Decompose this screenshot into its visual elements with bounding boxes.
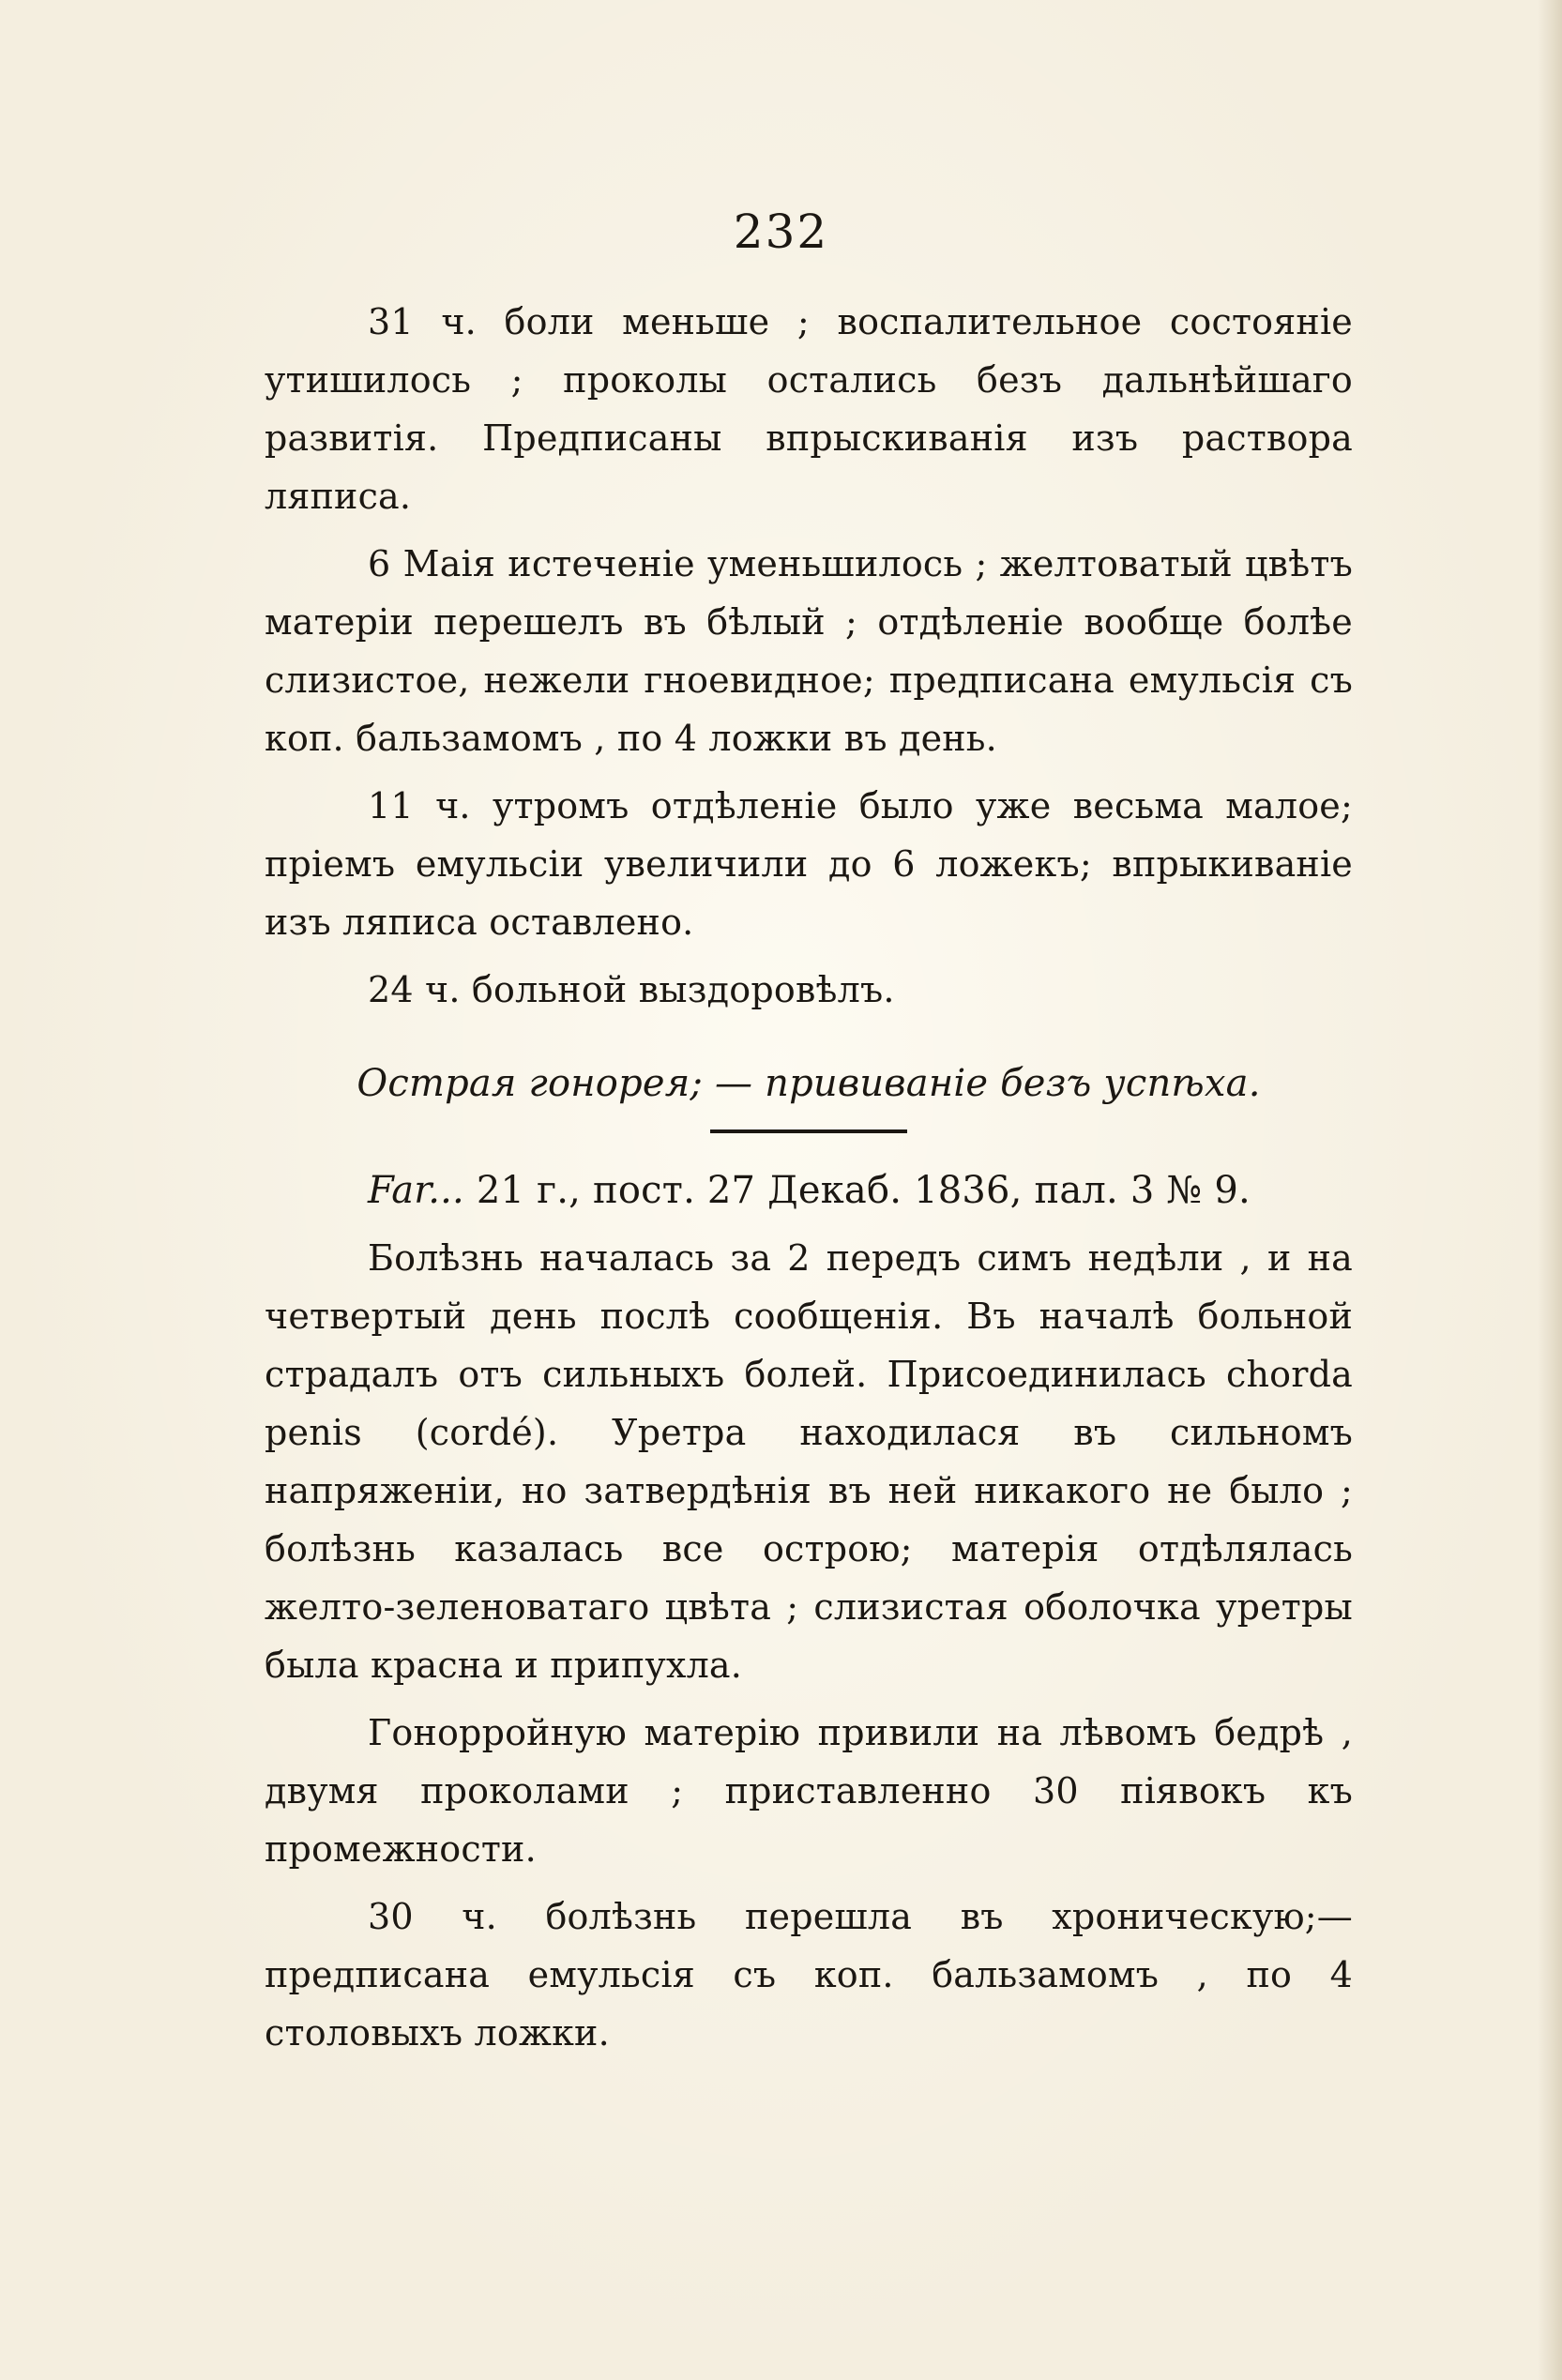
page-number: 232 xyxy=(733,205,829,259)
paragraph-day-11: 11 ч. утромъ отдѣленіе было уже весьма малое; пріемъ емульсіи увеличили до 6 ложекъ; впрыкиваніе изъ ляписа оставлено. xyxy=(265,785,1353,943)
case-header xyxy=(265,1161,1353,1220)
page-text-block xyxy=(265,293,1353,2071)
paragraph-day-31: 31 ч. боли меньше ; воспалительное состояніе утишилось ; проколы остались безъ дальнѣйшаго развитія. Предписаны впрыскиванія изъ раствора ляписа. xyxy=(265,301,1353,517)
paragraph-case-history: Болѣзнь началась за 2 передъ симъ недѣли , и на четвертый день послѣ сообщенія. Въ началѣ больной страдалъ отъ сильныхъ болей. Присоединилась chorda penis (cordé). Уретра находилася въ сильномъ напряженіи, но затвердѣнія въ ней никакого не было ; болѣзнь казалась все острою; матерія отдѣлялась желто-зеленоватаго цвѣта ; слизистая оболочка уретры была красна и припухла. xyxy=(265,1237,1353,1686)
case-patient-name: Far... xyxy=(368,1169,464,1212)
page-edge-shadow xyxy=(1538,0,1562,2380)
paragraph-may-6: 6 Маія истеченіе уменьшилось ; желтоватый цвѣтъ матеріи перешелъ въ бѣлый ; отдѣленіе вообще болѣе слизистое, нежели гноевидное; предписана емульсія съ коп. бальзамомъ , по 4 ложки въ день. xyxy=(265,543,1353,759)
paragraph-inoculation: Гонорройную матерію привили на лѣвомъ бедрѣ , двумя проколами ; приставленно 30 піявокъ къ промежности. xyxy=(265,1712,1353,1870)
paragraph-day-30: 30 ч. болѣзнь перешла въ хроническую;—предписана емульсія съ коп. бальзамомъ , по 4 столовыхъ ложки. xyxy=(265,1896,1353,2054)
section-heading: Острая гонорея; — прививаніе безъ успѣха. xyxy=(356,1062,1261,1105)
case-admission-details: 21 г., пост. 27 Декаб. 1836, пал. 3 № 9. xyxy=(476,1169,1251,1212)
heading-rule xyxy=(710,1129,907,1133)
paragraph-day-24: 24 ч. больной выздоровѣлъ. xyxy=(368,969,895,1010)
